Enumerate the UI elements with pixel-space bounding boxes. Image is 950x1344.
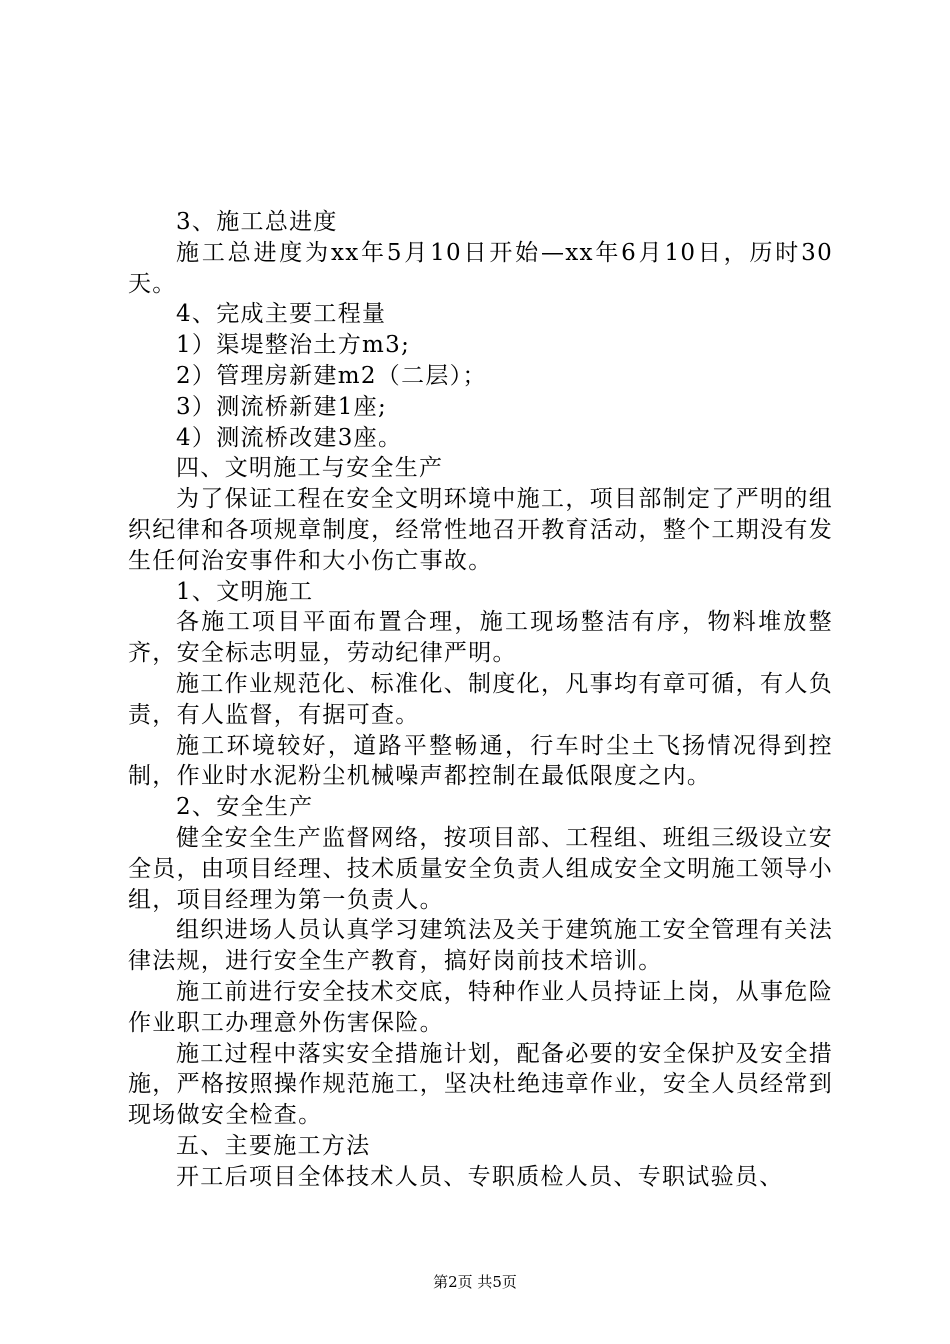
paragraph: 为了保证工程在安全文明环境中施工，项目部制定了严明的组织纪律和各项规章制度，经常性地召开教育活动，整个工期没有发生任何治安事件和大小伤亡事故。 xyxy=(128,486,833,574)
section-heading: 1、文明施工 xyxy=(176,578,314,605)
paragraph: 施工环境较好，道路平整畅通，行车时尘土飞扬情况得到控制，作业时水泥粉尘机械噪声都控制在最低限度之内。 xyxy=(128,732,833,790)
section-heading: 3、施工总进度 xyxy=(176,209,338,235)
document-body xyxy=(128,207,833,1193)
list-item: 2）管理房新建m2（二层）； xyxy=(176,362,487,389)
page-footer: 第2页 共5页 xyxy=(433,1273,517,1291)
paragraph: 健全安全生产监督网络，按项目部、工程组、班组三级设立安全员，由项目经理、技术质量安全负责人组成安全文明施工领导小组，项目经理为第一负责人。 xyxy=(128,824,833,913)
paragraph: 各施工项目平面布置合理，施工现场整洁有序，物料堆放整齐，安全标志明显，劳动纪律严明。 xyxy=(128,609,833,667)
paragraph: 施工前进行安全技术交底，特种作业人员持证上岗，从事危险作业职工办理意外伤害保险。 xyxy=(128,978,833,1036)
section-heading: 2、安全生产 xyxy=(176,794,314,821)
chapter-heading: 五、主要施工方法 xyxy=(176,1132,371,1159)
paragraph: 组织进场人员认真学习建筑法及关于建筑施工安全管理有关法律法规，进行安全生产教育，搞好岗前技术培训。 xyxy=(128,917,833,975)
chapter-heading: 四、文明施工与安全生产 xyxy=(176,455,444,482)
list-item: 1）渠堤整治土方m3; xyxy=(176,332,411,359)
paragraph: 开工后项目全体技术人员、专职质检人员、专职试验员、 xyxy=(176,1163,784,1190)
paragraph: 施工过程中落实安全措施计划，配备必要的安全保护及安全措施，严格按照操作规范施工，坚决杜绝违章作业，安全人员经常到现场做安全检查。 xyxy=(128,1040,833,1129)
paragraph: 施工总进度为xx年5月10日开始—xx年6月10日，历时30天。 xyxy=(128,239,833,297)
paragraph: 施工作业规范化、标准化、制度化，凡事均有章可循，有人负责，有人监督，有据可查。 xyxy=(128,670,833,728)
section-heading: 4、完成主要工程量 xyxy=(176,301,387,328)
list-item: 4）测流桥改建3座。 xyxy=(176,424,403,451)
list-item: 3）测流桥新建1座; xyxy=(176,393,388,420)
